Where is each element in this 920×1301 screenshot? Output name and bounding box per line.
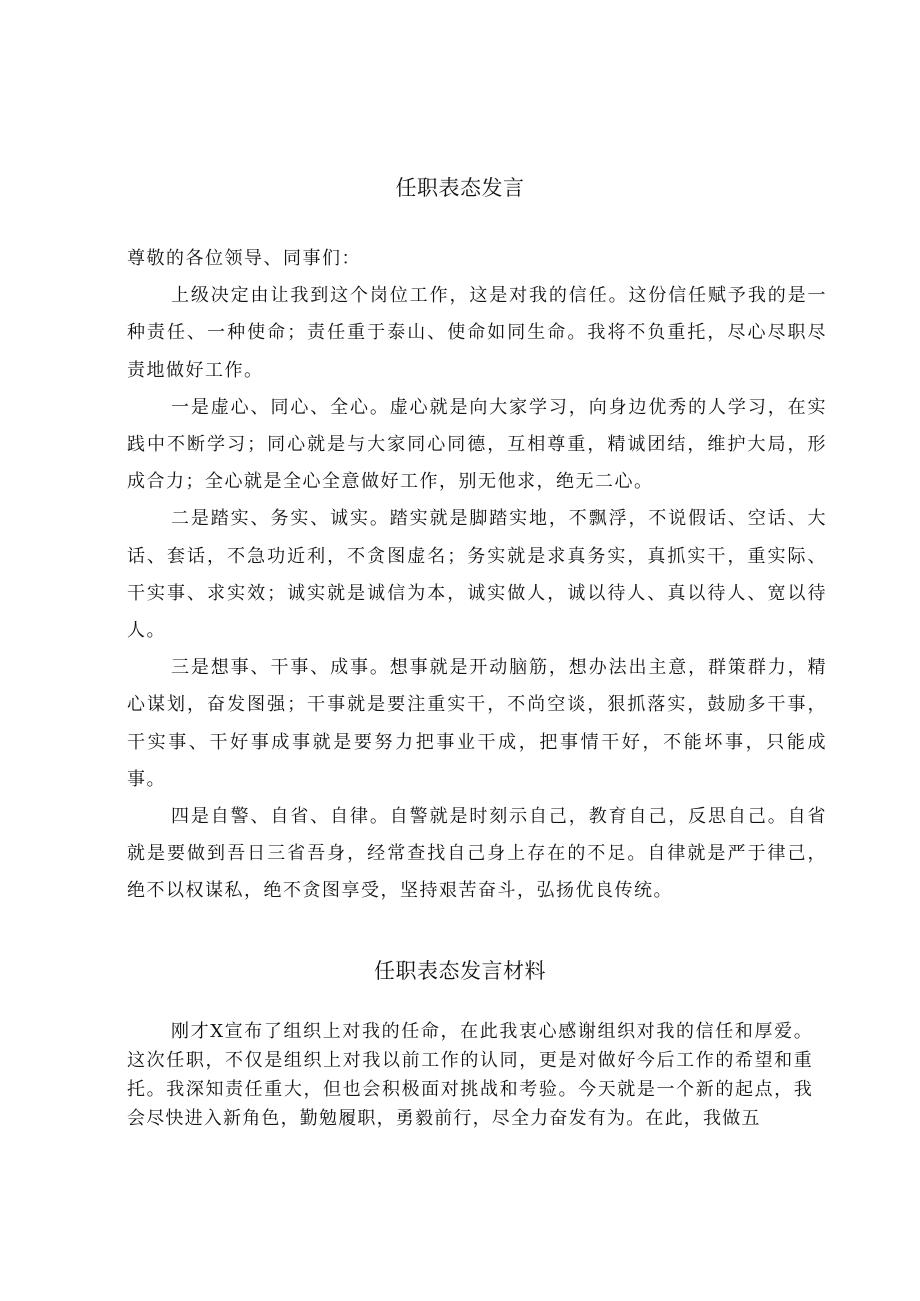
material-body (127, 1017, 813, 1133)
paragraph-material-intro: 刚才X宣布了组织上对我的任命，在此我衷心感谢组织对我的信任和厚爱。这次任职，不仅是组织上对我以前工作的认同，更是对做好今后工作的希望和重托。我深知责任重大，但也会积极面对挑战和考验。今天就是一个新的起点，我会尽快进入新角色，勤勉履职，勇毅前行，尽全力奋发有为。在此，我做五 (127, 1021, 813, 1129)
speech-body (127, 240, 827, 910)
paragraph-point-3: 三是想事、干事、成事。想事就是开动脑筋，想办法出主意，群策群力，精心谋划，奋发图强；干事就是要注重实干，不尚空谈，狠抓落实，鼓励多干事，干实事、干好事成事就是要努力把事业干成，把事情干好，不能坏事，只能成事。 (127, 657, 827, 790)
paragraph-intro: 上级决定由让我到这个岗位工作，这是对我的信任。这份信任赋予我的是一种责任、一种使命；责任重于泰山、使命如同生命。我将不负重托，尽心尽职尽责地做好工作。 (127, 285, 827, 381)
paragraph-point-4: 四是自警、自省、自律。自警就是时刻示自己，教育自己，反思自己。自省就是要做到吾日三省吾身，经常查找自己身上存在的不足。自律就是严于律己，绝不以权谋私，绝不贪图享受，坚持艰苦奋斗，弘扬优良传统。 (127, 806, 827, 902)
section-title: 任职表态发言材料 (374, 959, 546, 983)
paragraph-point-2: 二是踏实、务实、诚实。踏实就是脚踏实地，不飘浮，不说假话、空话、大话、套话，不急功近利，不贪图虚名；务实就是求真务实，真抓实干，重实际、干实事、求实效；诚实就是诚信为本，诚实做人，诚以待人、真以待人、宽以待人。 (127, 508, 827, 642)
salutation: 尊敬的各位领导、同事们： (127, 248, 361, 269)
document-title: 任职表态发言 (395, 176, 525, 200)
paragraph-point-1: 一是虚心、同心、全心。虚心就是向大家学习，向身边优秀的人学习，在实践中不断学习；同心就是与大家同心同德，互相尊重，精诚团结，维护大局，形成合力；全心就是全心全意做好工作，别无他求，绝无二心。 (127, 396, 827, 493)
